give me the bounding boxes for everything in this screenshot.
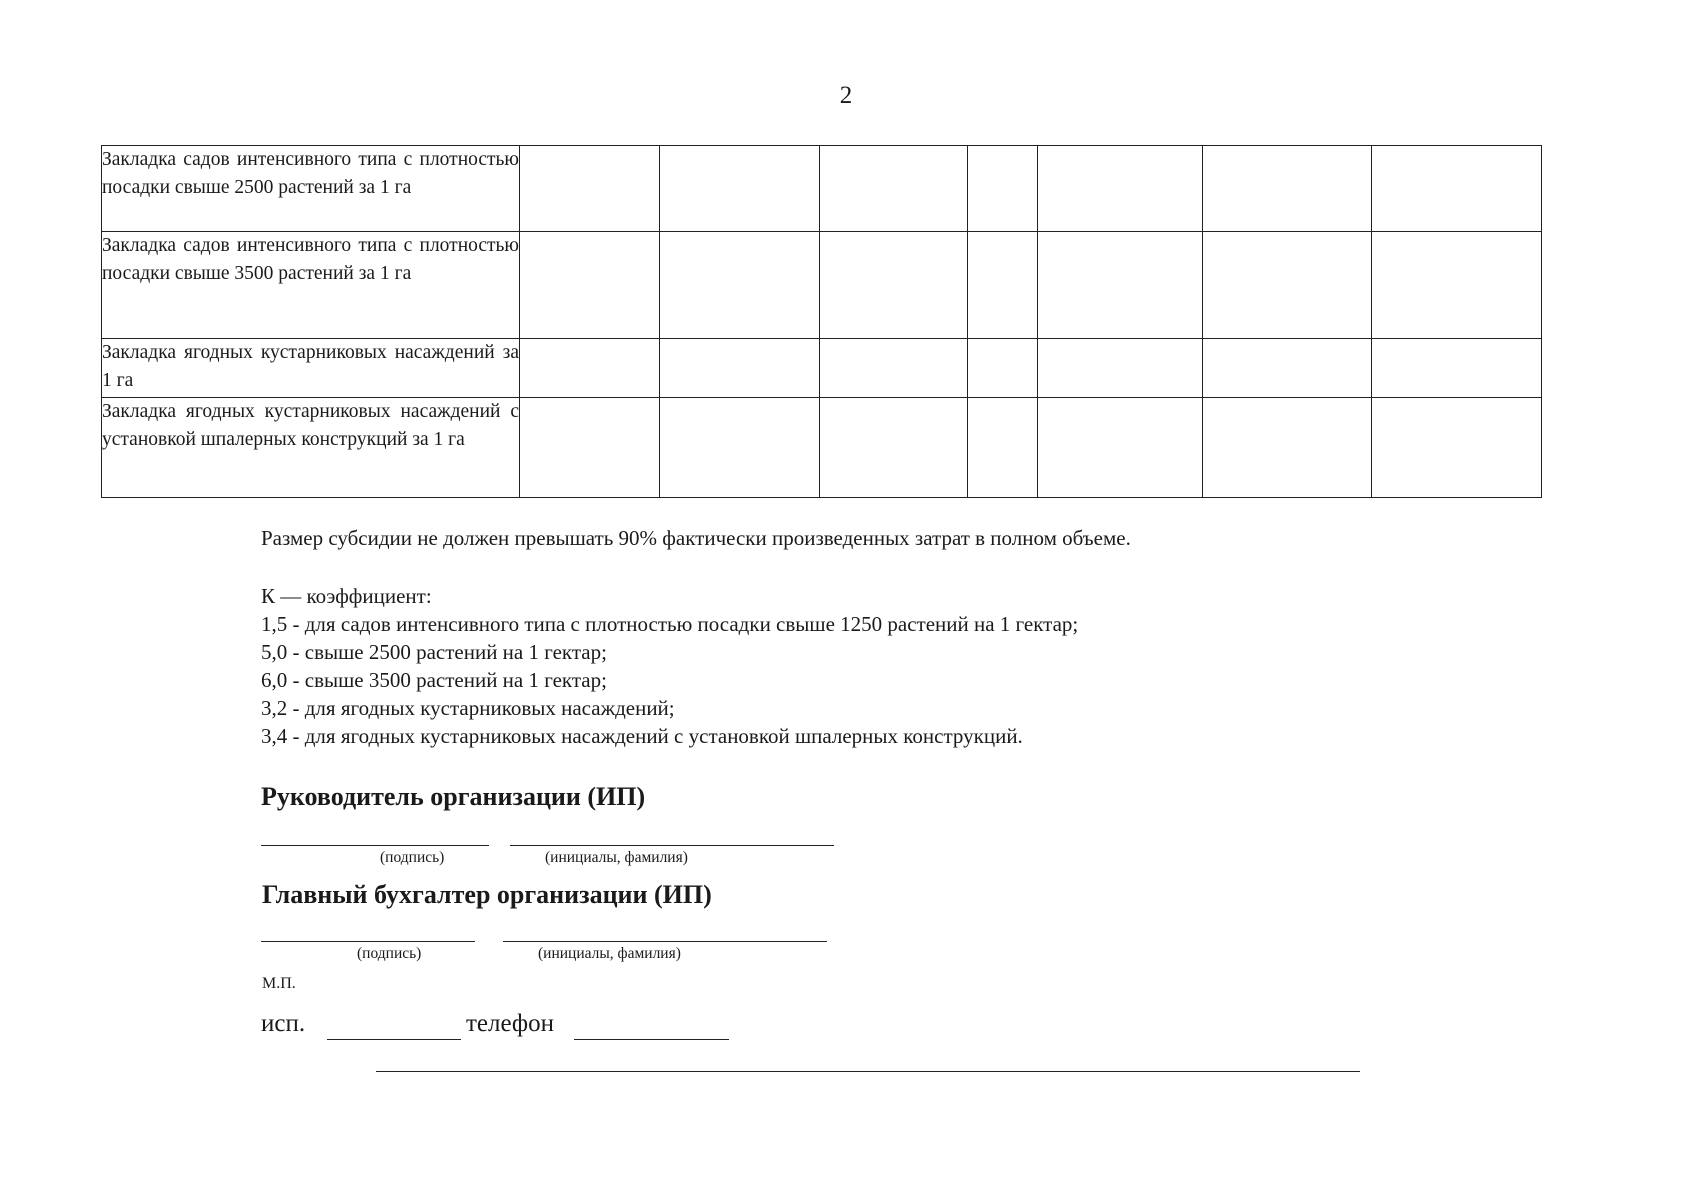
subsidy-note: Размер субсидии не должен превышать 90% фактически произведенных затрат в полном объеме. xyxy=(261,526,1131,550)
accountant-signature-line[interactable] xyxy=(261,941,475,942)
signature-caption: (подпись) xyxy=(380,849,445,866)
row-label: Закладка ягодных кустарниковых насаждений с установкой шпалерных конструкций за 1 га xyxy=(102,398,520,498)
phone-line[interactable] xyxy=(574,1039,729,1040)
table-cell[interactable] xyxy=(520,232,660,339)
table-cell[interactable] xyxy=(520,398,660,498)
executor-row xyxy=(261,1010,305,1038)
coefficient-item: 3,2 - для ягодных кустарниковых насаждений; xyxy=(261,696,675,720)
table-cell[interactable] xyxy=(1372,232,1542,339)
coefficients-block xyxy=(261,582,1078,750)
row-label: Закладка садов интенсивного типа с плотностью посадки свыше 2500 растений за 1 га xyxy=(102,146,520,232)
table-cell[interactable] xyxy=(660,146,820,232)
head-title: Руководитель организации (ИП) xyxy=(261,782,646,811)
table-cell[interactable] xyxy=(520,146,660,232)
table-cell[interactable] xyxy=(820,232,968,339)
table-cell[interactable] xyxy=(520,339,660,398)
table-row xyxy=(102,232,1542,339)
table-cell[interactable] xyxy=(1203,232,1372,339)
page-number: 2 xyxy=(839,82,853,109)
bottom-separator xyxy=(376,1071,1360,1072)
accountant-title: Главный бухгалтер организации (ИП) xyxy=(262,880,712,909)
table-row xyxy=(102,146,1542,232)
table-cell[interactable] xyxy=(820,146,968,232)
table-cell[interactable] xyxy=(820,398,968,498)
table-cell[interactable] xyxy=(1372,146,1542,232)
coefficient-item: 3,4 - для ягодных кустарниковых насаждений с установкой шпалерных конструкций. xyxy=(261,724,1023,748)
phone-row xyxy=(466,1010,554,1038)
subsidy-table xyxy=(101,145,1542,498)
row-label: Закладка ягодных кустарниковых насаждений за 1 га xyxy=(102,339,520,398)
table-cell[interactable] xyxy=(1038,339,1203,398)
table-cell[interactable] xyxy=(1038,232,1203,339)
table-cell[interactable] xyxy=(1203,398,1372,498)
row-label: Закладка садов интенсивного типа с плотностью посадки свыше 3500 растений за 1 га xyxy=(102,232,520,339)
head-name-line[interactable] xyxy=(510,845,834,846)
coefficient-item: 1,5 - для садов интенсивного типа с плотностью посадки свыше 1250 растений на 1 гектар; xyxy=(261,612,1079,636)
table-cell[interactable] xyxy=(660,339,820,398)
table-cell[interactable] xyxy=(968,232,1038,339)
table-cell[interactable] xyxy=(968,398,1038,498)
name-caption: (инициалы, фамилия) xyxy=(545,849,688,866)
table-cell[interactable] xyxy=(968,146,1038,232)
stamp-label: М.П. xyxy=(262,975,296,992)
executor-line[interactable] xyxy=(327,1039,461,1040)
table-cell[interactable] xyxy=(1038,146,1203,232)
table-cell[interactable] xyxy=(660,232,820,339)
coefficient-item: 6,0 - свыше 3500 растений на 1 гектар; xyxy=(261,668,607,692)
table-cell[interactable] xyxy=(660,398,820,498)
coefficients-title: К — коэффициент: xyxy=(261,584,432,608)
head-signature-line[interactable] xyxy=(261,845,489,846)
table-cell[interactable] xyxy=(1038,398,1203,498)
table-cell[interactable] xyxy=(1203,146,1372,232)
signature-caption: (подпись) xyxy=(357,945,422,962)
name-caption: (инициалы, фамилия) xyxy=(538,945,681,962)
accountant-name-line[interactable] xyxy=(503,941,827,942)
phone-label: телефон xyxy=(466,1010,554,1037)
table-cell[interactable] xyxy=(1372,339,1542,398)
executor-label: исп. xyxy=(261,1010,306,1037)
table-cell[interactable] xyxy=(1203,339,1372,398)
coefficient-item: 5,0 - свыше 2500 растений на 1 гектар; xyxy=(261,640,607,664)
table-cell[interactable] xyxy=(968,339,1038,398)
table-cell[interactable] xyxy=(820,339,968,398)
table-cell[interactable] xyxy=(1372,398,1542,498)
table-row xyxy=(102,339,1542,398)
table-row xyxy=(102,398,1542,498)
